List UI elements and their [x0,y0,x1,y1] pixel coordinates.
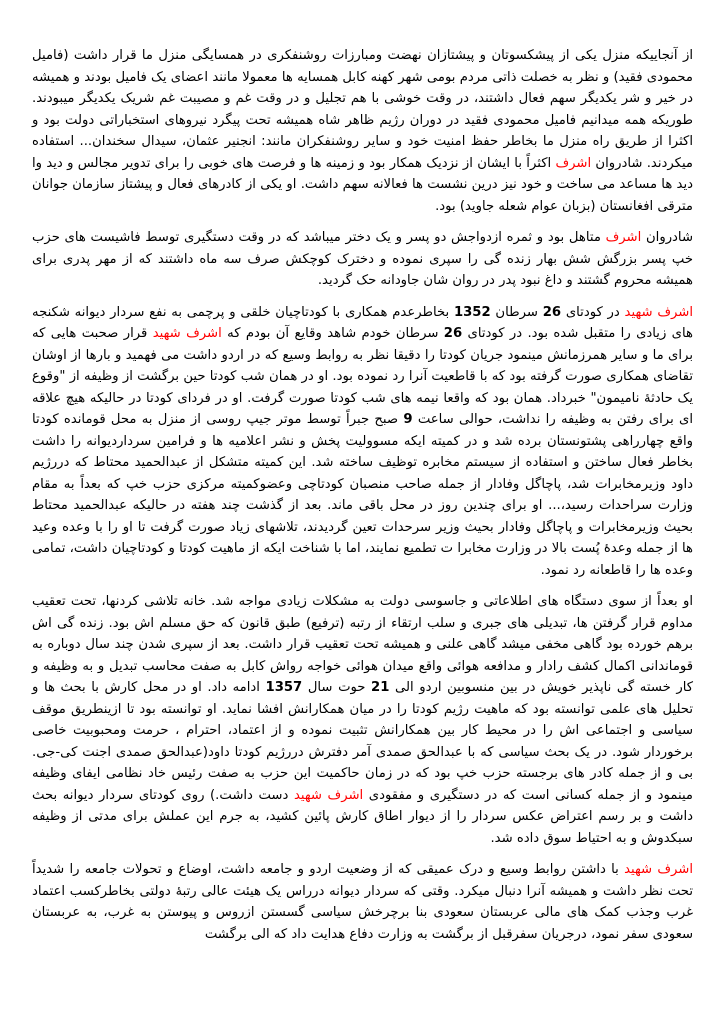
paragraph [32,45,693,217]
paragraph [32,302,693,582]
martyr-name-highlight: اشرف [605,230,642,245]
text-run: حوت سال [302,680,372,695]
bold-number: 1352 [453,304,491,320]
martyr-name-highlight: اشرف شهید [293,787,364,803]
text-run: دست داشت.) روی کودتای سردار دیوانه بحث داشت و بر رسم اعتراض عکس سردار را از دیوار اطاق کارش پائین کشید، به جرم این عملش برای مدتی از وظیفه سبکدوش و به احتیاط سوق داده شد. [32,787,693,846]
bold-number: 26 [542,304,562,320]
text-run: با داشتن روابط وسیع و درک عمیقی که از وضعیت اردو و جامعه داشت، اوضاع و تحولات جامعه را شدیداً تحت نظر داشت و همیشه آنرا دنبال میکرد. وقتی که سردار دیوانه درراس یک هیئت عالی رتبهٔ دولتی بخاطرکسب اعتماد غرب وجذب کمک های مالی عربستان سعودی بنا برچرخش سیاسی گسستن ازروس و پیوستن به غرب، به عربستان سعودی سفر نمود، درجریان سفرقبل از برگشت به وزارت دفاع هدایت داد که الی برگشت [32,862,693,942]
text-run: ادامه داد. او در محل کارش با بحث ها و تحلیل های علمی توانسته بود که ماهیت رژیم کودتا را در میان همکارانش افشا نماید. او توانسته بود تا ازینطریق موقف سیاسی و اجتماعی اش را در محیط کار بین همکارانش تثبیت نموده و از اعتماد، احترام ، حرمت ومحبوبیت خاصی برخوردار شود. در یک بحث سیاسی که با عبدالحق صمدی آمر دفترش دررژیم کودتا داود(عبدالحق صمدی اجنت کی-جی. بی و از جمله کادر های برجسته حزب خپ بود که در زمان حاکمیت این حزب به صفت رئیس خاد نظامی ایفای وظیفه مینمود و از جمله کسانی است که در دستگیری و مفقودی [32,680,693,803]
text-run: شادروان [641,230,694,245]
martyr-name-highlight: اشرف شهید [624,862,693,877]
article-body [32,45,693,945]
text-run: او بعداً از سوی دستگاه های اطلاعاتی و جاسوسی دولت به مشکلات زیادی مواجه شد. خانه تلاشی کردنها، تحت تعقیب مداوم قرار گرفتن ها، تبدیلی های جبری و سلب ارتقاء از رتبه (ترفیع) طبق قانون که حق مسلم اش بود. زنده گی اش برهم خورده بود گاهی مخفی میشد گاهی علنی و همیشه تحت تعقیب قرار داشت. بعد از سپری شدن چند سال دوباره به قوماندانی اکمال کشف رادار و مدافعه هوائی واقع میدان هوائی خواجه رواش کابل به صفت محاسب تبدیل و به وظیفه و کار خسته گی ناپذیر خویش در بین منسوبین اردو الی [32,594,693,695]
martyr-name-highlight: اشرف شهید [152,326,222,341]
text-run: صبح جبراً توسط موتر جیپ روسی از منزل به محل قومانده کودتا واقع چهارراهی پشتونستان برده شد و در کمیته ایکه مسوولیت پخش و نشر اعلامیه ها و فرامین سرداردیوانه را داشت بخاطر فعال ساختن و استفاده از سیستم مخابره توظیف ساخته شد. این کمیته متشکل از عبدالحمید محتاط که دررژیم داود وزیرمخابرات شد، پاچاگل وفادار از جمله صاحب منصبان کودتاچی وعضوکمیته مرکزی حزب خپ که بعداً به مقام وزارت سراحدات رسید،... او برای چندین روز در محل باقی ماند. بعد از گذشت چند هفته در حالیکه عبدالحمید محتاط بحیث وزیرمخابرات و پاچاگل وفادار بحیث وزیر سرحدات تعین گردیدند، تلاشهای زیاد صورت گرفت تا او را با وعده وعید ها از جمله وعدهٔ پُست بالا در وزارت مخابرا ت تطمیع نمایند، اما با شناخت ایکه از ماهیت کودتا و کودتاچیان داشت، تمامی وعده ها را قاطعانه رد نمود. [32,412,693,578]
text-run: متاهل بود و ثمره ازدواجش دو پسر و یک دختر میباشد که در وقت دستگیری توسط فاشیست های حزب خپ پسر بزرگش شش بهار زنده گی را سپری نموده و دخترک کوچکش صرف سه ماه داشتند که از مهر پدری برای همیشه محروم گشتند و داغ نبود پدر در روان شان جاودانه حک گردید. [32,230,693,288]
text-run: بخاطرعدم همکاری با کودتاچیان خلقی و پرچمی به نفع سردار دیوانه شکنجه های زیادی را متقبل شده بود. در کودتای [32,304,693,341]
text-run: اکثراً با ایشان از نزدیک همکار بود و زمینه ها و فرصت های خوبی را برای تدویر مجالس و دید وا دید ها مساعد می ساخت و خود نیز درین نشست ها فعالانه سهم داشت. او یکی از کادرهای فعال و پیشتاز سازمان جوانان مترقی افغانستان (بزبان عوام شعله جاوید) بود. [32,155,693,214]
text-run: قرار صحبت هایی که برای ما و سایر همرزمانش مینمود جریان کودتا را دقیقا نظر به روابط وسیع که در اردو داشت می فهمید و بارها از اوشان تقاضای همکاری صورت گرفته بود که با قاطعیت آنرا رد نموده بود. او در همان شب کودتا حین برگشت از وظیفه از "وقوع یک حادثهٔ نامیمون" خبرداد. همان بود که واقعا نیمه های شب کودتا صورت گرفت. او در فردای کودتا در حالیکه هیچ علاقه ای برای رفتن به وظیفه را نداشت، حوالی ساعت [32,326,694,427]
bold-number: 26 [443,326,463,341]
text-run: سرطان خودم شاهد وقایع آن بودم که [221,326,444,341]
bold-number: 21 [371,680,390,695]
bold-number: 9 [403,412,413,427]
martyr-name-highlight: اشرف شهید [624,304,693,320]
paragraph [32,591,693,849]
paragraph [32,859,693,945]
paragraph [32,227,693,292]
text-run: از آنجاییکه منزل یکی از پیشکسوتان و پیشتازان نهضت ومبارزات روشنفکری در همسایگی منزل ما قرار داشت (فامیل محمودی فقید) و نظر به خصلت ذاتی مردم بومی شهر کهنه کابل همسایه ها معمولا مانند اعضای یک فامیل بودند و همیشه در خیر و شر یکدیگر سهم فعال داشتند، در وقت خوشی با هم تجلیل و در وقت غم و مصیبت غم شریک یکدیگر میبودند. طوریکه همه میدانیم فامیل محمودی فقید در دوران رژیم ظاهر شاه همیشه تحت پیگرد نیروهای استخباراتی دولت بود و اکثرا از طریق راه منزل ما بخاطر حفظ امنیت خود و سایر روشنفکران مانند: انجنیر عثمان، سیدال سخندان... استفاده میکردند. شادروان [32,48,693,171]
text-run: در کودتای [561,304,625,320]
text-run: سرطان [490,304,543,320]
bold-number: 1357 [265,680,303,695]
martyr-name-highlight: اشرف [555,155,592,171]
